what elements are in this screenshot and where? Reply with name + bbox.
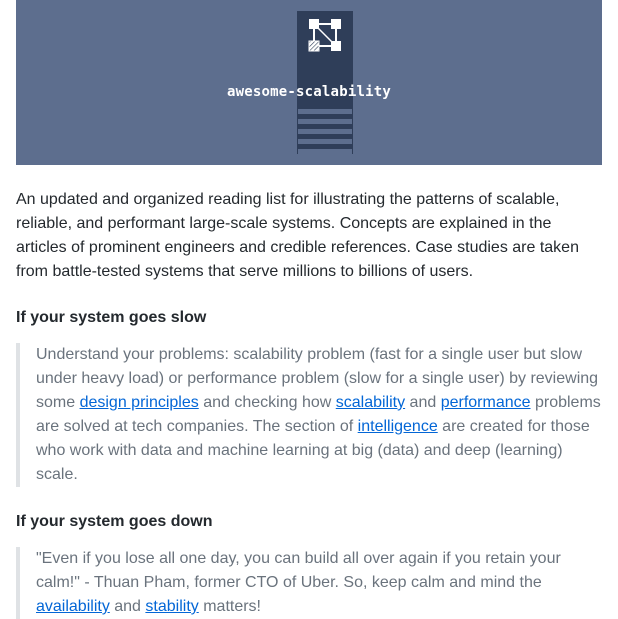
logo-stripe [298, 139, 352, 144]
link-scalability[interactable]: scalability [335, 394, 406, 411]
intro-paragraph: An updated and organized reading list for illustrating the patterns of scalable, reliable, and performant large-scale systems. Concepts are explained in the articles of prominent engineers and credible references. Case studies are taken from battle-tested systems that serve millions to billions of users. [16, 191, 579, 280]
quote-system-slow [16, 343, 606, 487]
heading-system-down: If your system goes down [16, 513, 213, 530]
banner-title: awesome-scalability [227, 84, 391, 100]
link-availability[interactable]: availability [36, 598, 110, 615]
logo-tower [297, 11, 353, 154]
logo-stripe [298, 149, 352, 154]
scalability-logo-icon [308, 18, 342, 52]
quote-text-part: "Even if you lose all one day, you can build all over again if you retain your calm!" - Thuan Pham, former CTO of Uber. So, keep calm and mind the [36, 550, 561, 591]
logo-stripe [298, 129, 352, 134]
logo-stripe [298, 119, 352, 124]
quote-text-part: and [109, 598, 146, 615]
logo-stripe [298, 109, 352, 114]
quote-text-part: matters! [198, 598, 261, 615]
quote-text [36, 343, 606, 487]
link-intelligence[interactable]: intelligence [357, 418, 438, 435]
quote-text-part: are created for those who work with data and machine learning at big (data) and deep (learning) scale. [36, 418, 590, 483]
link-performance[interactable]: performance [440, 394, 531, 411]
quote-text-part: and [405, 394, 441, 411]
banner [16, 0, 602, 165]
quote-system-down [16, 547, 606, 619]
link-design-principles[interactable]: design principles [79, 394, 199, 411]
quote-text-part: Understand your problems: scalability problem (fast for a single user but slow under heavy load) or performance problem (slow for a single user) by reviewing some [36, 346, 599, 411]
link-stability[interactable]: stability [145, 598, 199, 615]
quote-text [36, 547, 606, 619]
quote-text-part: and checking how [198, 394, 336, 411]
quote-text-part: problems are solved at tech companies. The section of [36, 394, 601, 435]
heading-system-slow: If your system goes slow [16, 309, 207, 326]
